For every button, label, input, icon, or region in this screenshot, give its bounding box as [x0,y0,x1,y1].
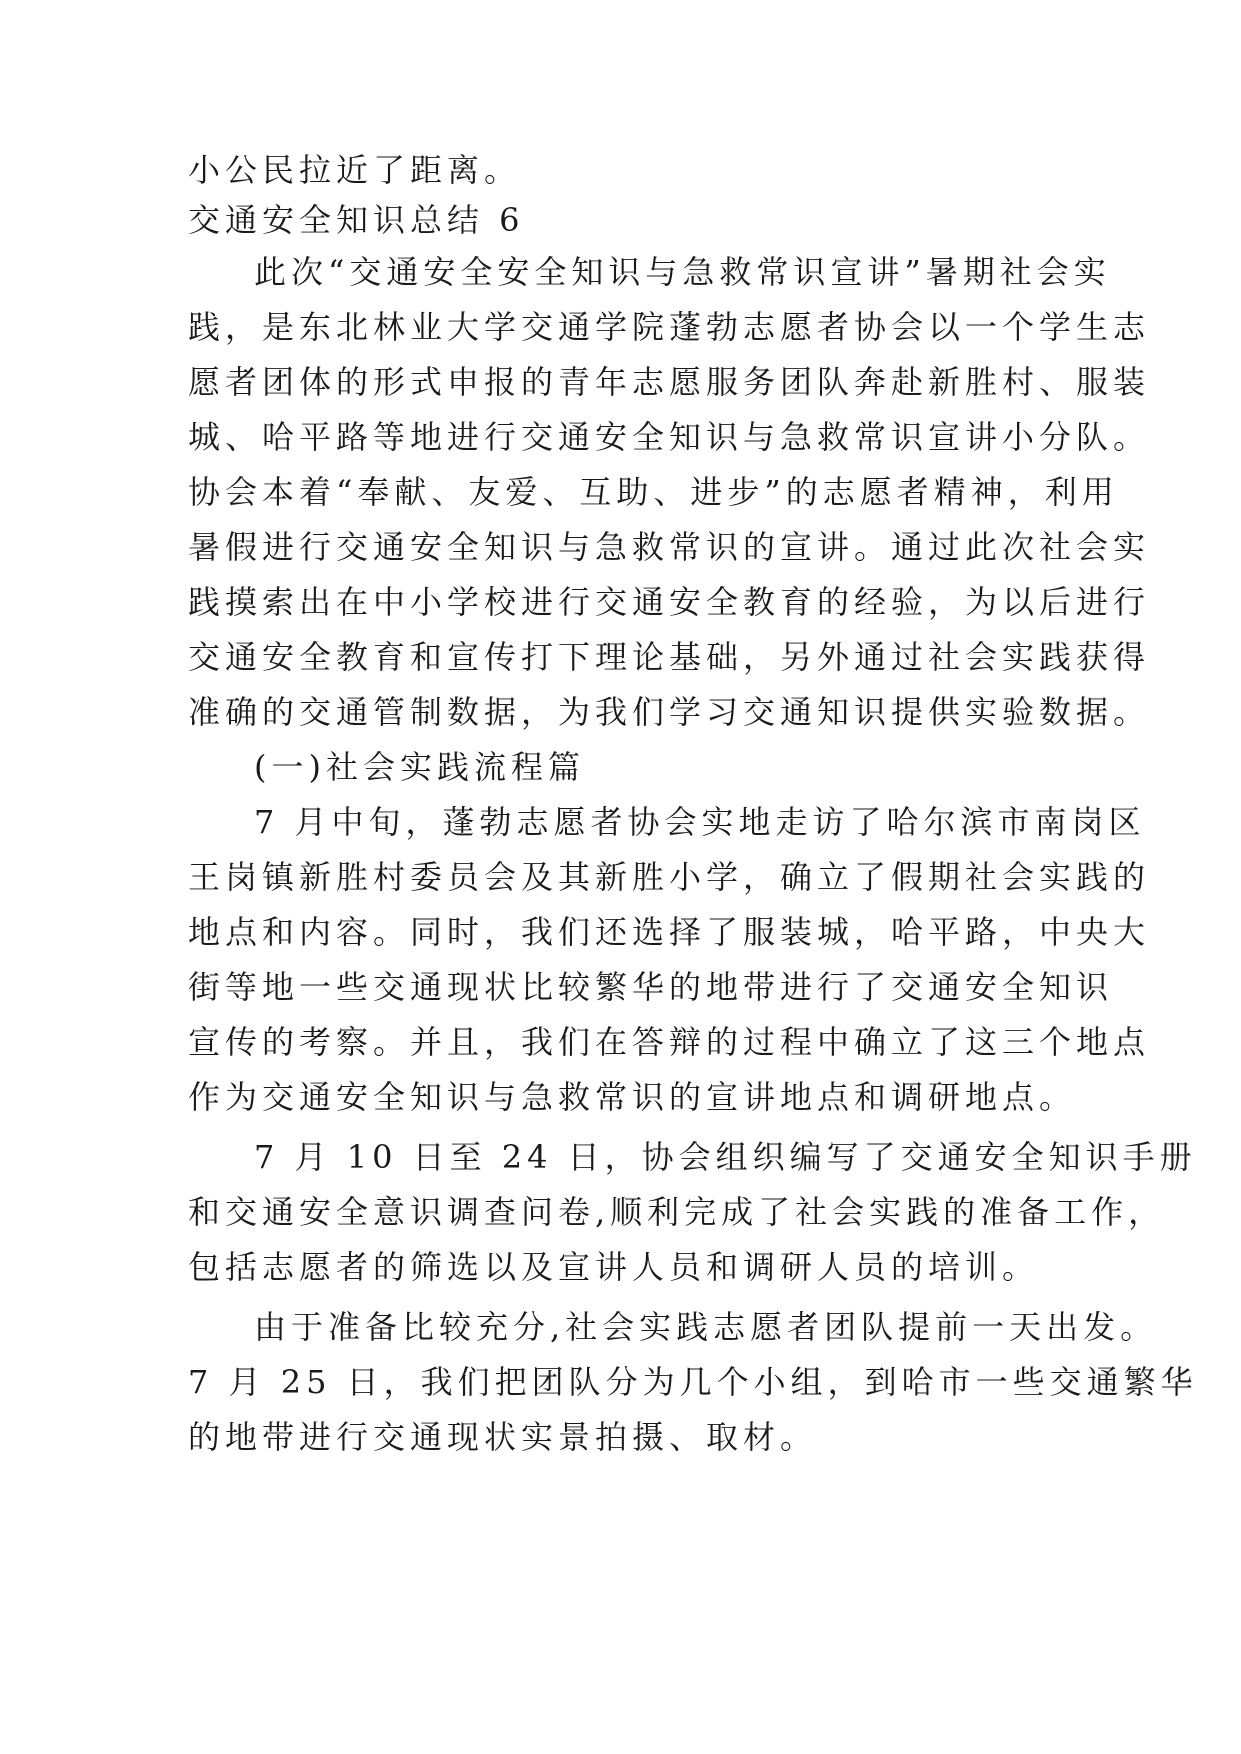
paragraph-line: 此次“交通安全安全知识与急救常识宣讲”暑期社会实 [254,253,1111,291]
paragraph-line: 城、哈平路等地进行交通安全知识与急救常识宣讲小分队。 [188,418,1151,456]
paragraph-line: 暑假进行交通安全知识与急救常识的宣讲。通过此次社会实 [188,528,1151,566]
paragraph-line: 由于准备比较充分,社会实践志愿者团队提前一天出发。 [254,1308,1158,1346]
paragraph-line: 包括志愿者的筛选以及宣讲人员和调研人员的培训。 [188,1248,1040,1286]
paragraph-line: 小公民拉近了距离。 [188,151,522,189]
section-heading: 交通安全知识总结 6 [188,201,525,239]
paragraph-line: 交通安全教育和宣传打下理论基础，另外通过社会实践获得 [188,638,1151,676]
paragraph-line: 协会本着“奉献、友爱、互助、进步”的志愿者精神，利用 [188,473,1119,511]
paragraph-line: 作为交通安全知识与急救常识的宣讲地点和调研地点。 [188,1078,1077,1116]
paragraph-line: 地点和内容。同时，我们还选择了服装城，哈平路，中央大 [188,913,1151,951]
paragraph-line: 7 月 10 日至 24 日，协会组织编写了交通安全知识手册 [254,1138,1197,1176]
subsection-heading: (一)社会实践流程篇 [254,748,585,786]
paragraph-line: 7 月中旬，蓬勃志愿者协会实地走访了哈尔滨市南岗区 [254,803,1146,841]
paragraph-line: 的地带进行交通现状实景拍摄、取材。 [188,1418,818,1456]
paragraph-line: 街等地一些交通现状比较繁华的地带进行了交通安全知识 [188,968,1114,1006]
paragraph-line: 7 月 25 日，我们把团队分为几个小组，到哈市一些交通繁华 [188,1363,1198,1401]
paragraph-line: 宣传的考察。并且，我们在答辩的过程中确立了这三个地点 [188,1023,1151,1061]
paragraph-line: 和交通安全意识调查问卷,顺利完成了社会实践的准备工作， [188,1193,1166,1231]
paragraph-line: 王岗镇新胜村委员会及其新胜小学，确立了假期社会实践的 [188,858,1151,896]
paragraph-line: 践摸索出在中小学校进行交通安全教育的经验，为以后进行 [188,583,1151,621]
paragraph-line: 愿者团体的形式申报的青年志愿服务团队奔赴新胜村、服装 [188,363,1151,401]
paragraph-line: 准确的交通管制数据，为我们学习交通知识提供实验数据。 [188,693,1151,731]
paragraph-line: 践，是东北林业大学交通学院蓬勃志愿者协会以一个学生志 [188,308,1151,346]
